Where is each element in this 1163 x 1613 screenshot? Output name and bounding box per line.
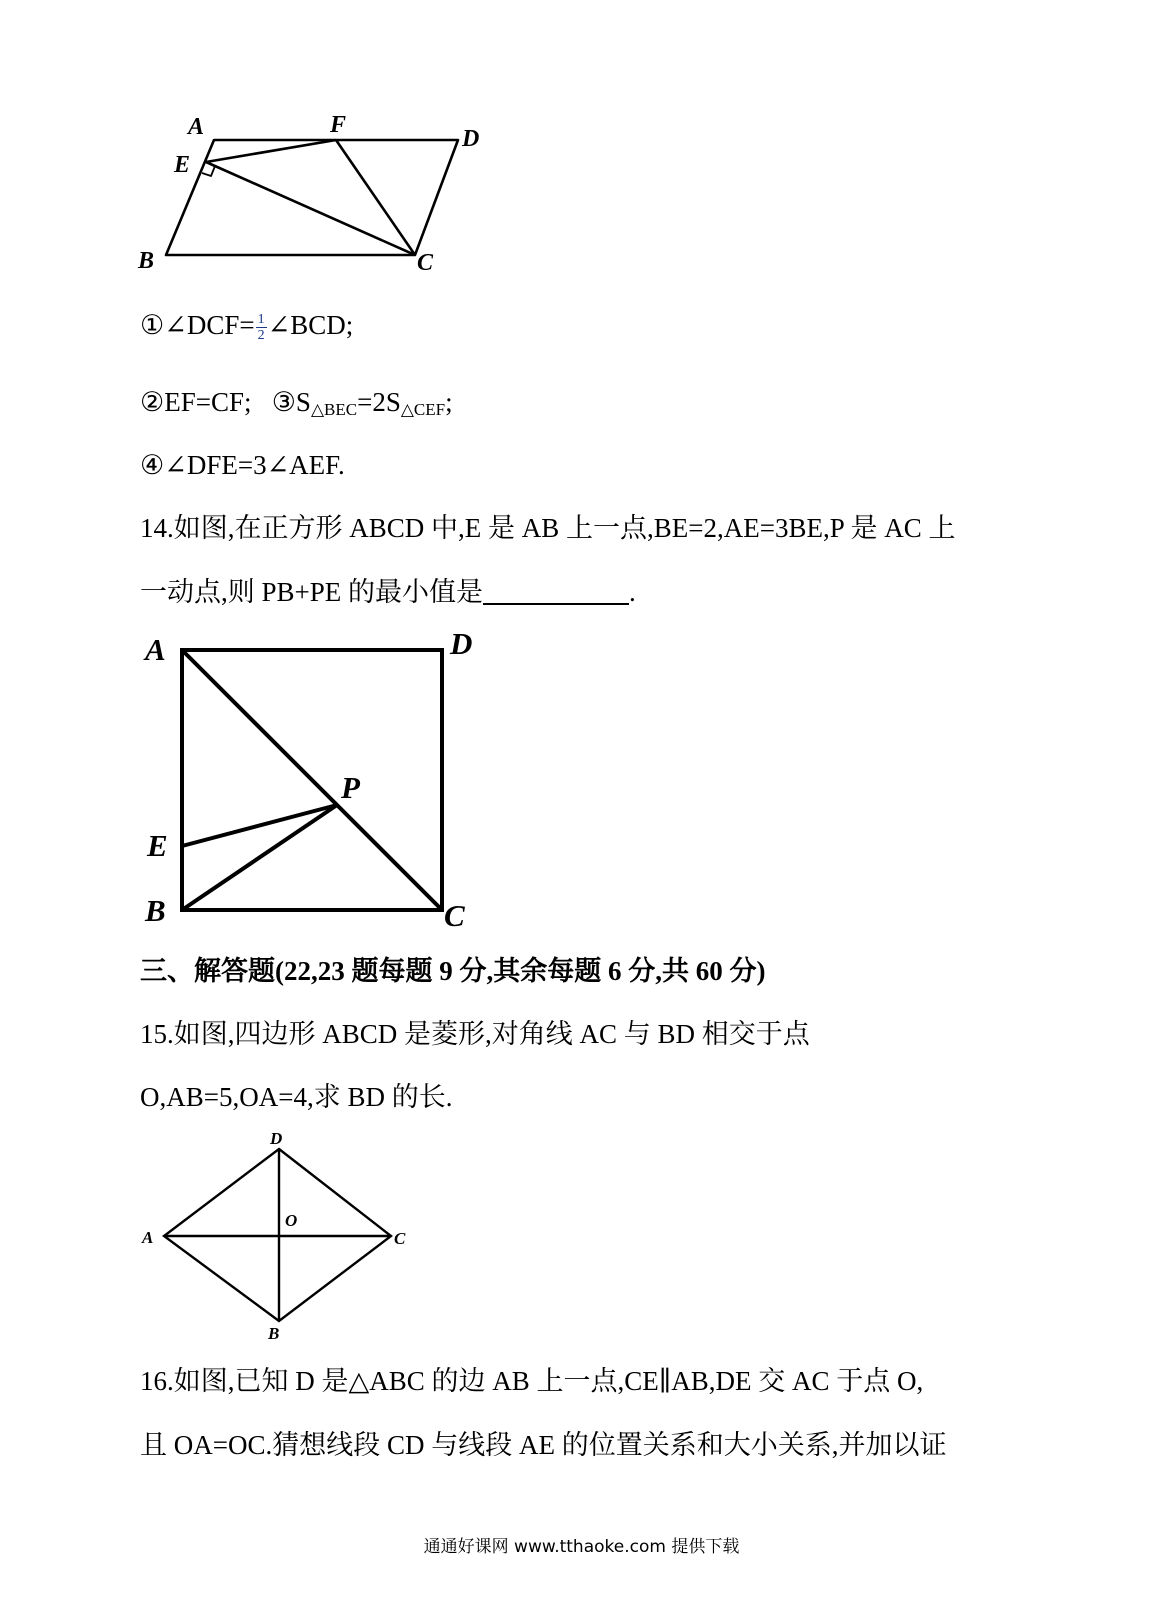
parallelogram-abcd <box>166 140 458 255</box>
fraction-half: $\frac{1}{2}$ <box>257 312 265 344</box>
label-e: E <box>174 152 191 178</box>
label-c: C <box>394 1229 406 1248</box>
parallelogram-figure <box>130 110 500 280</box>
statement-3: $③S_{\triangle BEC}=2S_{\triangle CEF}$; <box>271 387 453 419</box>
q14-line2: 一动点,则 PB+PE 的最小值是 . <box>140 577 636 607</box>
statement-1: ①∠DCF= $\frac{1}{2}$ ∠BCD; <box>140 310 354 344</box>
segment-pe <box>182 805 337 846</box>
diagonal-ac <box>182 650 442 910</box>
q16-line1: 16.如图,已知 D 是△ABC 的边 AB 上一点,CE∥AB,DE 交 AC 于点 O, <box>140 1366 924 1396</box>
right-angle-mark <box>202 166 215 176</box>
label-o: O <box>285 1211 298 1230</box>
page-footer: 通通好课网 www.tthaoke.com 提供下载 <box>423 1537 740 1557</box>
segment-ef <box>206 140 336 162</box>
label-b: B <box>268 1324 280 1343</box>
label-d: D <box>270 1129 283 1148</box>
label-b: B <box>145 893 166 928</box>
q15-line2: O,AB=5,OA=4,求 BD 的长. <box>140 1082 453 1112</box>
section-heading: 三、解答题(22,23 题每题 9 分,其余每题 6 分,共 60 分) <box>140 956 766 986</box>
segment-pb <box>182 805 337 910</box>
statement-2-3 <box>140 386 453 426</box>
label-c: C <box>444 898 465 933</box>
label-d: D <box>450 626 473 661</box>
label-p: P <box>341 770 360 805</box>
label-a: A <box>188 114 205 140</box>
q15-line1: 15.如图,四边形 ABCD 是菱形,对角线 AC 与 BD 相交于点 <box>140 1019 810 1049</box>
statement-2: ②EF=CF; <box>140 387 252 417</box>
label-c: C <box>417 250 434 276</box>
q14-line1: 14.如图,在正方形 ABCD 中,E 是 AB 上一点,BE=2,AE=3BE,P 是 AC 上 <box>140 513 956 543</box>
answer-blank[interactable] <box>483 579 629 605</box>
label-b: B <box>138 248 155 274</box>
q16-line2: 且 OA=OC.猜想线段 CD 与线段 AE 的位置关系和大小关系,并加以证 <box>140 1430 947 1460</box>
rhombus-figure <box>135 1125 425 1350</box>
label-d: D <box>462 126 480 152</box>
label-f: F <box>330 112 347 138</box>
label-e: E <box>147 828 168 863</box>
statement-4: ④∠DFE=3∠AEF. <box>140 450 345 480</box>
label-a: A <box>145 632 166 667</box>
label-a: A <box>142 1228 154 1247</box>
square-figure <box>140 626 490 940</box>
